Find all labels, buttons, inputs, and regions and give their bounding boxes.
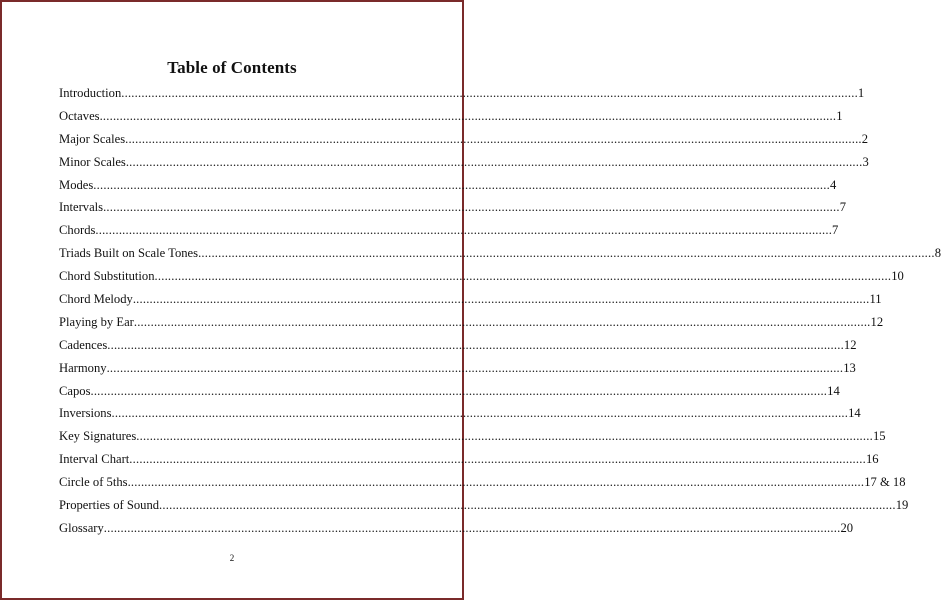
toc-entry-title: Playing by Ear xyxy=(59,314,134,329)
toc-entry-title: Glossary xyxy=(59,520,104,535)
toc-entry xyxy=(59,425,886,448)
toc-entry-page: 16 xyxy=(865,452,879,467)
toc-entry-page: 3 xyxy=(862,154,869,169)
toc-entry-page: 7 xyxy=(832,223,839,238)
toc-entry xyxy=(59,402,861,425)
dot-leader: ............................................................................................................................................................................................................................ xyxy=(129,452,866,467)
toc-entry xyxy=(59,471,906,494)
toc-entry-title: Modes xyxy=(59,177,94,192)
toc-entry-title: Chord Substitution xyxy=(59,269,155,284)
toc-entry xyxy=(59,334,857,357)
toc-entry xyxy=(59,288,882,311)
toc-entry xyxy=(59,128,869,151)
toc-entry-title: Properties of Sound xyxy=(59,498,160,513)
dot-leader: ............................................................................................................................................................................................................................ xyxy=(154,269,892,284)
toc-entry-page: 14 xyxy=(827,383,840,398)
toc-entry xyxy=(59,82,865,105)
dot-leader: ............................................................................................................................................................................................................................ xyxy=(133,314,871,329)
toc-entry-title: Harmony xyxy=(59,360,107,375)
table-of-contents xyxy=(59,82,941,540)
toc-entry-title: Circle of 5ths xyxy=(59,475,128,490)
toc-entry-title: Introduction xyxy=(59,86,122,100)
toc-entry-page: 2 xyxy=(861,131,869,146)
toc-entry-title: Intervals xyxy=(59,200,104,215)
toc-entry-page: 4 xyxy=(829,177,837,192)
toc-entry-page: 1 xyxy=(836,108,843,123)
toc-entry-title: Major Scales xyxy=(59,131,126,146)
dot-leader: ............................................................................................................................................................................................................................ xyxy=(159,498,896,513)
dot-leader: ............................................................................................................................................................................................................................ xyxy=(198,246,935,261)
toc-entry xyxy=(59,517,854,540)
dot-leader: ............................................................................................................................................................................................................................ xyxy=(127,475,865,490)
toc-entry-title: Octaves xyxy=(59,108,100,123)
toc-entry-page: 11 xyxy=(869,292,882,307)
toc-entry-title: Cadences xyxy=(59,337,108,352)
toc-entry xyxy=(59,242,941,265)
toc-entry xyxy=(59,174,837,197)
toc-entry-title: Key Signatures xyxy=(59,429,137,444)
toc-entry xyxy=(59,494,909,517)
toc-entry-title: Chord Melody xyxy=(59,292,133,307)
toc-entry xyxy=(59,151,869,174)
toc-entry-page: 10 xyxy=(891,269,904,284)
dot-leader: ............................................................................................................................................................................................................................ xyxy=(107,337,844,352)
toc-entry xyxy=(59,105,843,128)
dot-leader: ............................................................................................................................................................................................................................ xyxy=(132,292,870,307)
toc-entry-page: 13 xyxy=(843,360,856,375)
toc-entry xyxy=(59,265,904,288)
dot-leader: ............................................................................................................................................................................................................................ xyxy=(125,154,863,169)
dot-leader: ............................................................................................................................................................................................................................ xyxy=(99,108,837,123)
toc-entry-page: 12 xyxy=(843,337,857,352)
toc-entry xyxy=(59,380,840,403)
toc-entry-title: Triads Built on Scale Tones xyxy=(59,246,199,261)
dot-leader: ............................................................................................................................................................................................................................ xyxy=(93,177,830,192)
dot-leader: ............................................................................................................................................................................................................................ xyxy=(90,383,828,398)
dot-leader: ............................................................................................................................................................................................................................ xyxy=(125,131,862,146)
dot-leader: ............................................................................................................................................................................................................................ xyxy=(121,86,858,100)
dot-leader: ............................................................................................................................................................................................................................ xyxy=(103,520,841,535)
dot-leader: ............................................................................................................................................................................................................................ xyxy=(106,360,844,375)
toc-entry-page: 14 xyxy=(848,406,861,421)
toc-entry-title: Capos xyxy=(59,383,91,398)
toc-entry-page: 1 xyxy=(857,86,865,100)
dot-leader: ............................................................................................................................................................................................................................ xyxy=(103,200,840,215)
dot-leader: ............................................................................................................................................................................................................................ xyxy=(136,429,873,444)
toc-entry xyxy=(59,448,879,471)
page-title: Table of Contents xyxy=(167,58,297,77)
dot-leader: ............................................................................................................................................................................................................................ xyxy=(95,223,833,238)
toc-entry-page: 8 xyxy=(934,246,941,261)
toc-entry-page: 15 xyxy=(872,429,886,444)
toc-entry-page: 7 xyxy=(839,200,847,215)
toc-entry-title: Minor Scales xyxy=(59,154,126,169)
toc-entry-page: 19 xyxy=(895,498,909,513)
page-number: 2 xyxy=(229,553,235,563)
dot-leader: ............................................................................................................................................................................................................................ xyxy=(111,406,849,421)
toc-entry-title: Interval Chart xyxy=(59,452,130,467)
toc-entry-title: Inversions xyxy=(59,406,112,421)
toc-entry xyxy=(59,311,884,334)
toc-entry-title: Chords xyxy=(59,223,96,238)
toc-entry-page: 20 xyxy=(840,520,854,535)
toc-entry-page: 17 & 18 xyxy=(864,475,906,490)
toc-entry xyxy=(59,357,856,380)
toc-entry xyxy=(59,196,847,219)
toc-entry xyxy=(59,219,839,242)
toc-entry-page: 12 xyxy=(870,314,884,329)
